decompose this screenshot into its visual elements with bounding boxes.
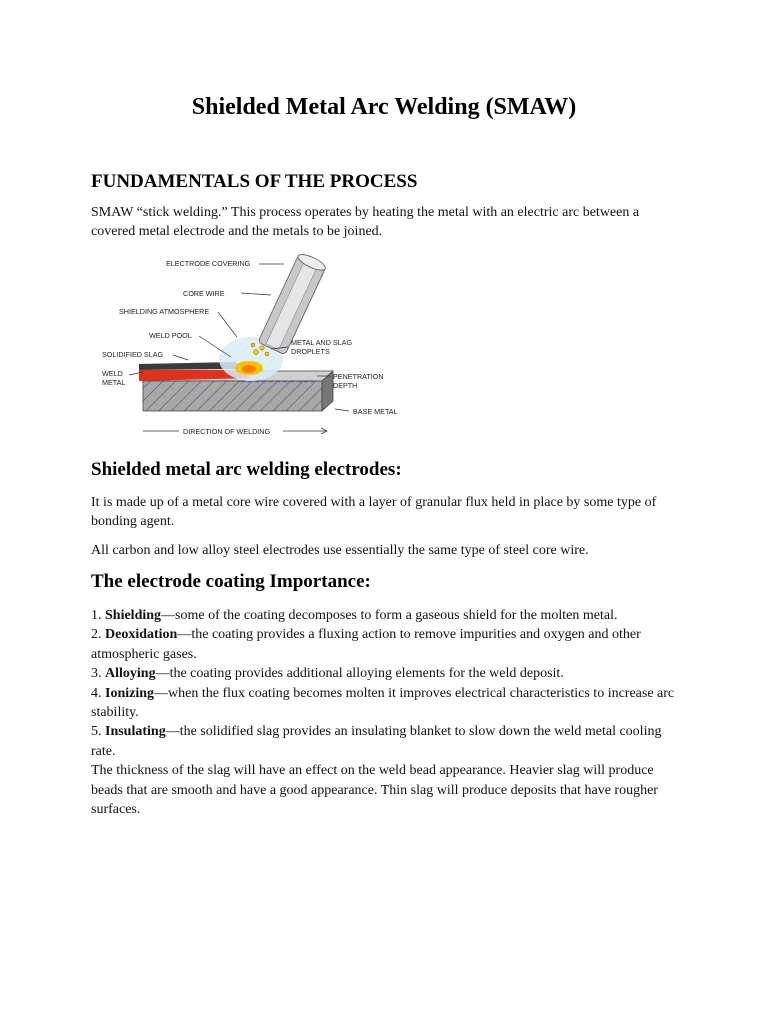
list-item-number: 4. bbox=[91, 685, 105, 701]
electrodes-paragraph-2: All carbon and low alloy steel electrodes use essentially the same type of steel core wire. bbox=[91, 543, 589, 558]
list-item bbox=[91, 625, 681, 664]
label-electrode-covering: ELECTRODE COVERING bbox=[166, 259, 251, 268]
list-item-term: Insulating bbox=[105, 724, 166, 740]
list-item bbox=[91, 684, 681, 723]
list-item-number: 5. bbox=[91, 724, 105, 740]
list-item bbox=[91, 606, 681, 625]
list-item-term: Ionizing bbox=[105, 685, 155, 701]
list-item-number: 3. bbox=[91, 666, 105, 682]
fundamentals-paragraph: SMAW “stick welding.” This process operates by heating the metal with an electric arc between a covered metal electrode and the metals to be joined. bbox=[91, 205, 640, 240]
list-item bbox=[91, 664, 681, 683]
label-weld: WELD bbox=[102, 369, 123, 378]
label-penetration: PENETRATION bbox=[333, 372, 384, 381]
list-item-term: Alloying bbox=[105, 666, 156, 682]
section-heading-coating-importance: The electrode coating Importance: bbox=[91, 571, 371, 592]
list-item-number: 1. bbox=[91, 608, 105, 623]
list-item bbox=[91, 722, 681, 761]
label-metal-and-slag: METAL AND SLAG bbox=[291, 338, 353, 347]
closing-paragraph: The thickness of the slag will have an effect on the weld bead appearance. Heavier slag will produce beads that are smooth and have a good appearance. Thin slag will produce deposits that have rougher surfaces. bbox=[91, 763, 658, 818]
label-droplets: DROPLETS bbox=[291, 347, 330, 356]
list-item-text: —some of the coating decomposes to form a gaseous shield for the molten metal. bbox=[161, 608, 618, 623]
label-solidified-slag: SOLIDIFIED SLAG bbox=[102, 350, 164, 359]
document-title: Shielded Metal Arc Welding (SMAW) bbox=[191, 94, 577, 120]
base-metal-block bbox=[143, 381, 322, 411]
list-item-number: 2. bbox=[91, 627, 105, 643]
list-item-text: —the coating provides a fluxing action to remove impurities and oxygen and other atmospheric gases. bbox=[91, 627, 641, 662]
list-item-term: Deoxidation bbox=[105, 627, 178, 643]
coating-list bbox=[91, 606, 681, 819]
label-depth: DEPTH bbox=[333, 381, 358, 390]
label-core-wire: CORE WIRE bbox=[183, 289, 225, 298]
label-base-metal: BASE METAL bbox=[353, 407, 398, 416]
smaw-process-diagram bbox=[91, 249, 421, 443]
label-shielding-atmosphere: SHIELDING ATMOSPHERE bbox=[119, 307, 210, 316]
list-item-term: Shielding bbox=[105, 608, 162, 623]
list-item-text: —when the flux coating becomes molten it improves electrical characteristics to increase arc stability. bbox=[91, 685, 675, 721]
label-weld-pool: WELD POOL bbox=[149, 331, 192, 340]
section-heading-electrodes: Shielded metal arc welding electrodes: bbox=[91, 459, 402, 480]
weld-pool-core bbox=[242, 365, 256, 373]
label-direction-of-welding: DIRECTION OF WELDING bbox=[183, 427, 271, 436]
label-metal: METAL bbox=[102, 378, 126, 387]
list-item-text: —the solidified slag provides an insulating blanket to slow down the weld metal cooling rate. bbox=[91, 724, 662, 759]
list-item-text: —the coating provides additional alloying elements for the weld deposit. bbox=[155, 666, 564, 682]
electrodes-paragraph-1: It is made up of a metal core wire covered with a layer of granular flux held in place by some type of bonding agent. bbox=[91, 495, 657, 530]
smaw-diagram-svg bbox=[91, 249, 421, 443]
section-heading-fundamentals: FUNDAMENTALS OF THE PROCESS bbox=[91, 171, 418, 192]
